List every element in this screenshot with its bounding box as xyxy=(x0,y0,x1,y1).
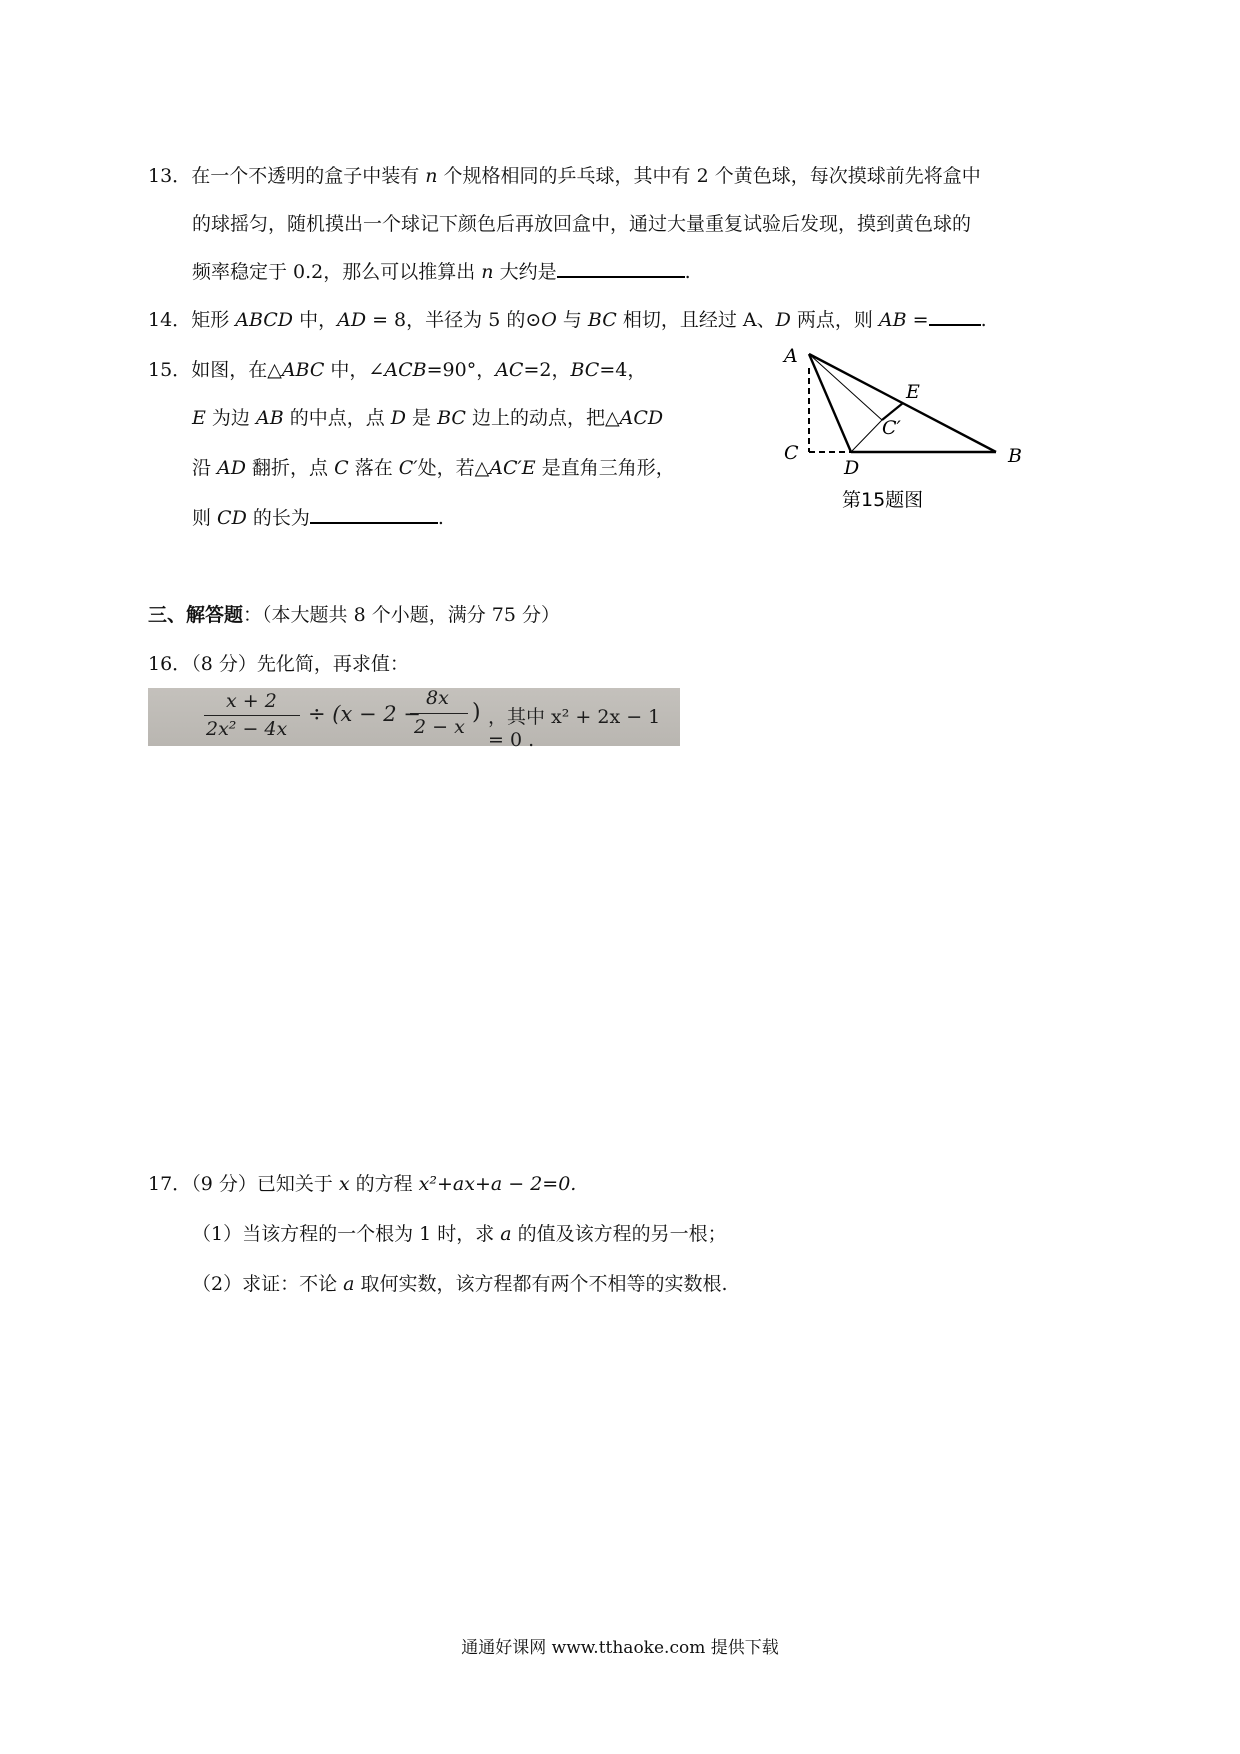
q13-line1 xyxy=(148,162,981,190)
var-bc: BC xyxy=(437,407,466,429)
figure-caption: 第15题图 xyxy=(842,489,924,511)
var-acd: ACD xyxy=(619,407,664,429)
var-a: a xyxy=(500,1223,512,1245)
q13-text: 的球摇匀，随机摸出一个球记下颜色后再放回盒中，通过大量重复试验后发现，摸到黄色球的 xyxy=(192,213,972,235)
var-ac: AC xyxy=(495,359,524,381)
var-a: a xyxy=(343,1273,355,1295)
answer-blank xyxy=(557,258,685,278)
q15-figure xyxy=(770,340,1040,520)
var-c-prime: C′ xyxy=(398,457,418,479)
var-abc: ABC xyxy=(281,359,325,381)
label-c: C xyxy=(784,442,799,464)
var-ad: AD xyxy=(337,309,367,331)
q13-text: 在一个不透明的盒子中装有 xyxy=(191,165,426,187)
q16-number: 16． xyxy=(148,653,192,675)
q15-line4 xyxy=(192,504,444,532)
q15-number: 15． xyxy=(148,359,192,381)
period: . xyxy=(684,261,691,283)
q15-text: 翻折，点 xyxy=(246,457,335,479)
q13-line3 xyxy=(192,258,691,286)
period: . xyxy=(980,309,987,331)
var-e: E xyxy=(192,407,206,429)
q17-text: （1）当该方程的一个根为 1 时，求 xyxy=(192,1223,501,1245)
q15-text: 中，∠ xyxy=(324,359,385,381)
q13-text: 频率稳定于 0.2，那么可以推算出 xyxy=(192,261,482,283)
q17-text: 取何实数，该方程都有两个不相等的实数根. xyxy=(354,1273,728,1295)
q14-text: 相切，且经过 A、 xyxy=(616,309,776,331)
var-acb: ACB xyxy=(384,359,427,381)
q13-text: 大约是 xyxy=(493,261,557,283)
q17-part2 xyxy=(192,1270,728,1298)
q15-line2 xyxy=(192,404,663,432)
q13-text: 个规格相同的乒乓球，其中有 2 个黄色球，每次摸球前先将盒中 xyxy=(437,165,981,187)
fraction-bar xyxy=(204,715,300,716)
q14-line xyxy=(148,306,987,334)
q15-text: 边上的动点，把△ xyxy=(465,407,620,429)
section-colon: ： xyxy=(243,604,263,626)
section-note: （本大题共 8 个小题，满分 75 分） xyxy=(262,604,560,626)
section-heading xyxy=(148,601,560,629)
q15-line1 xyxy=(148,356,646,384)
q17-number: 17． xyxy=(148,1173,192,1195)
q16-line xyxy=(148,650,409,678)
segment-dc-prime xyxy=(851,420,882,452)
q14-text: = 8，半径为 5 的⊙ xyxy=(366,309,542,331)
q15-text: 沿 xyxy=(192,457,218,479)
q17-text: 的方程 xyxy=(349,1173,419,1195)
var-abcd: ABCD xyxy=(235,309,294,331)
label-c-prime: C′ xyxy=(882,417,901,439)
segment-ad xyxy=(809,354,851,452)
q17-text: （2）求证：不论 xyxy=(192,1273,344,1295)
q15-text: 落在 xyxy=(348,457,399,479)
q13-line2 xyxy=(192,210,971,238)
label-e: E xyxy=(906,381,920,403)
q15-text: 如图，在△ xyxy=(191,359,282,381)
var-n: n xyxy=(425,165,438,187)
formula-numerator: x + 2 xyxy=(226,690,277,712)
var-o: O xyxy=(541,309,557,331)
var-d: D xyxy=(390,407,406,429)
var-x: x xyxy=(338,1173,350,1195)
formula-condition: ，其中 x² + 2x − 1 = 0 . xyxy=(488,706,661,751)
q15-text: 是直角三角形， xyxy=(535,457,675,479)
var-bc: BC xyxy=(570,359,600,381)
q14-text: = xyxy=(906,309,929,331)
q15-text: 的中点，点 xyxy=(283,407,391,429)
formula-inner-denominator: 2 − x xyxy=(414,716,465,738)
formula-inner-numerator: 8x xyxy=(426,687,449,709)
page-footer: 通通好课网 www.tthaoke.com 提供下载 xyxy=(461,1638,779,1658)
q15-text: =4， xyxy=(599,359,647,381)
q14-text: 与 xyxy=(556,309,588,331)
answer-blank xyxy=(310,504,438,524)
q17-part1 xyxy=(192,1220,727,1248)
var-bc: BC xyxy=(587,309,617,331)
var-ab: AB xyxy=(255,407,284,429)
q14-text: 中， xyxy=(293,309,338,331)
var-d: D xyxy=(775,309,791,331)
var-n: n xyxy=(481,261,494,283)
label-a: A xyxy=(784,345,798,367)
q15-text: 为边 xyxy=(205,407,256,429)
q15-text: 的长为 xyxy=(246,507,310,529)
var-ad: AD xyxy=(217,457,247,479)
q14-text: 两点，则 xyxy=(790,309,879,331)
label-b: B xyxy=(1008,445,1022,467)
q14-text: 矩形 xyxy=(191,309,236,331)
q15-text: 处，若△ xyxy=(417,457,490,479)
period: . xyxy=(437,507,444,529)
q17-equation: x²+ax+a − 2=0. xyxy=(418,1173,577,1195)
formula-close-paren: ) xyxy=(472,700,481,725)
formula-division: ÷ (x − 2 − xyxy=(308,702,421,726)
formula-denominator: 2x² − 4x xyxy=(206,718,288,740)
q17-text: 的值及该方程的另一根； xyxy=(511,1223,727,1245)
var-ac-prime-e: AC′E xyxy=(489,457,536,479)
var-c: C xyxy=(334,457,349,479)
var-cd: CD xyxy=(217,507,247,529)
formula-image xyxy=(148,687,680,751)
answer-blank xyxy=(929,306,981,326)
label-d: D xyxy=(844,457,860,479)
q15-text: 是 xyxy=(405,407,438,429)
q16-text: （8 分）先化简，再求值： xyxy=(191,653,409,675)
var-ab: AB xyxy=(878,309,907,331)
q15-text: 则 xyxy=(192,507,218,529)
q15-text: =2， xyxy=(523,359,571,381)
q14-number: 14． xyxy=(148,309,192,331)
q17-text: （9 分）已知关于 xyxy=(191,1173,339,1195)
q13-number: 13． xyxy=(148,165,192,187)
q17-line xyxy=(148,1170,576,1198)
section-title: 三、解答题 xyxy=(148,604,244,626)
q15-line3 xyxy=(192,454,675,482)
inner-fraction-bar xyxy=(410,713,468,714)
q15-text: =90°， xyxy=(426,359,496,381)
